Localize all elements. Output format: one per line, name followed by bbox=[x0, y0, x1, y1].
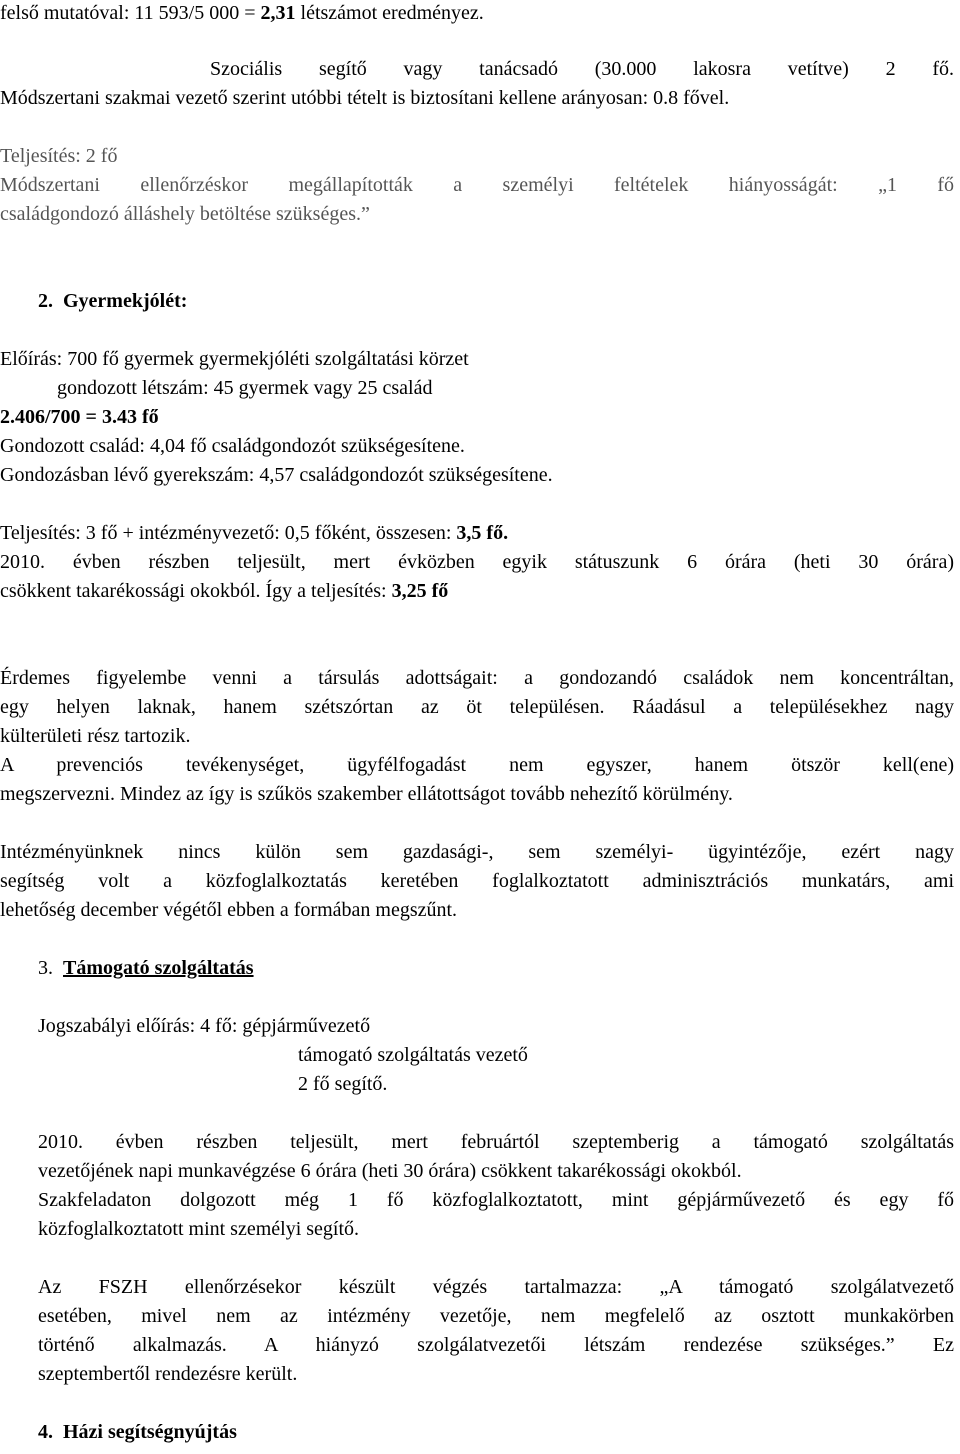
paragraph-line: egy helyen laknak, hanem szétszórtan az öt településen. Ráadásul a településekhez nagy bbox=[0, 696, 954, 718]
paragraph-line: csökkent takarékossági okokból. Így a teljesítés: 3,25 fő bbox=[0, 580, 449, 602]
paragraph-line: Módszertani szakmai vezető szerint utóbbi tételt is biztosítani kellene arányosan: 0.8 fővel. bbox=[0, 87, 730, 109]
paragraph-line: Intézményünknek nincs külön sem gazdasági-, sem személyi- ügyintézője, ezért nagy bbox=[0, 841, 954, 863]
paragraph-line: Módszertani ellenőrzéskor megállapították a személyi feltételek hiányosságát: „1 fő bbox=[0, 174, 954, 196]
paragraph-line: Érdemes figyelembe venni a társulás adottságait: a gondozandó családok nem koncentráltan, bbox=[0, 667, 954, 689]
paragraph-line: Jogszabályi előírás: 4 fő: gépjárművezető bbox=[38, 1015, 371, 1037]
paragraph-line: közfoglalkoztatott mint személyi segítő. bbox=[38, 1218, 360, 1240]
paragraph-line: támogató szolgáltatás vezető bbox=[298, 1044, 528, 1066]
paragraph-line: külterületi rész tartozik. bbox=[0, 725, 191, 747]
paragraph-line: családgondozó álláshely betöltése szükséges.” bbox=[0, 203, 370, 225]
paragraph-line: 2010. évben részben teljesült, mert februártól szeptemberig a támogató szolgáltatás bbox=[38, 1131, 954, 1153]
paragraph-line: lehetőség december végétől ebben a formában megszűnt. bbox=[0, 899, 458, 921]
paragraph-line: Szociális segítő vagy tanácsadó (30.000 lakosra vetítve) 2 fő. bbox=[210, 58, 954, 80]
paragraph-line: Szakfeladaton dolgozott még 1 fő közfoglalkoztatott, mint gépjárművezető és egy fő bbox=[38, 1189, 954, 1211]
paragraph-line: Az FSZH ellenőrzésekor készült végzés tartalmazza: „A támogató szolgálatvezető bbox=[38, 1276, 954, 1298]
paragraph-line: segítség volt a közfoglalkoztatás keretében foglalkoztatott adminisztrációs munkatárs, ami bbox=[0, 870, 954, 892]
paragraph-line: 2010. évben részben teljesült, mert évközben egyik státuszunk 6 órára (heti 30 órára) bbox=[0, 551, 954, 573]
paragraph-line: szeptembertől rendezésre került. bbox=[38, 1363, 298, 1385]
paragraph-line: megszervezni. Mindez az így is szűkös szakember ellátottságot tovább nehezítő körülmény. bbox=[0, 783, 733, 805]
paragraph-line: vezetőjének napi munkavégzése 6 órára (heti 30 órára) csökkent takarékossági okokból. bbox=[38, 1160, 742, 1182]
paragraph-line: gondozott létszám: 45 gyermek vagy 25 család bbox=[57, 377, 433, 399]
paragraph-line: 2 fő segítő. bbox=[298, 1073, 388, 1095]
paragraph-line: Teljesítés: 2 fő bbox=[0, 145, 118, 167]
section-heading: 4. Házi segítségnyújtás bbox=[38, 1421, 237, 1443]
section-heading: 3. Támogató szolgáltatás bbox=[38, 957, 254, 979]
paragraph-line: Gondozott család: 4,04 fő családgondozót szükségesítene. bbox=[0, 435, 465, 457]
paragraph-line: Gondozásban lévő gyerekszám: 4,57 családgondozót szükségesítene. bbox=[0, 464, 553, 486]
paragraph-line: 2.406/700 = 3.43 fő bbox=[0, 406, 159, 428]
paragraph-line: Teljesítés: 3 fő + intézményvezető: 0,5 főként, összesen: 3,5 fő. bbox=[0, 522, 509, 544]
paragraph-line: Előírás: 700 fő gyermek gyermekjóléti szolgáltatási körzet bbox=[0, 348, 469, 370]
paragraph-line: történő alkalmazás. A hiányzó szolgálatvezetői létszám rendezése szükséges.” Ez bbox=[38, 1334, 954, 1356]
section-heading: 2. Gyermekjólét: bbox=[38, 290, 188, 312]
paragraph-line: A prevenciós tevékenységet, ügyfélfogadást nem egyszer, hanem ötször kell(ene) bbox=[0, 754, 954, 776]
paragraph-line: felső mutatóval: 11 593/5 000 = 2,31 létszámot eredményez. bbox=[0, 2, 484, 24]
paragraph-line: esetében, mivel nem az intézmény vezetője, nem megfelelő az osztott munkakörben bbox=[38, 1305, 954, 1327]
